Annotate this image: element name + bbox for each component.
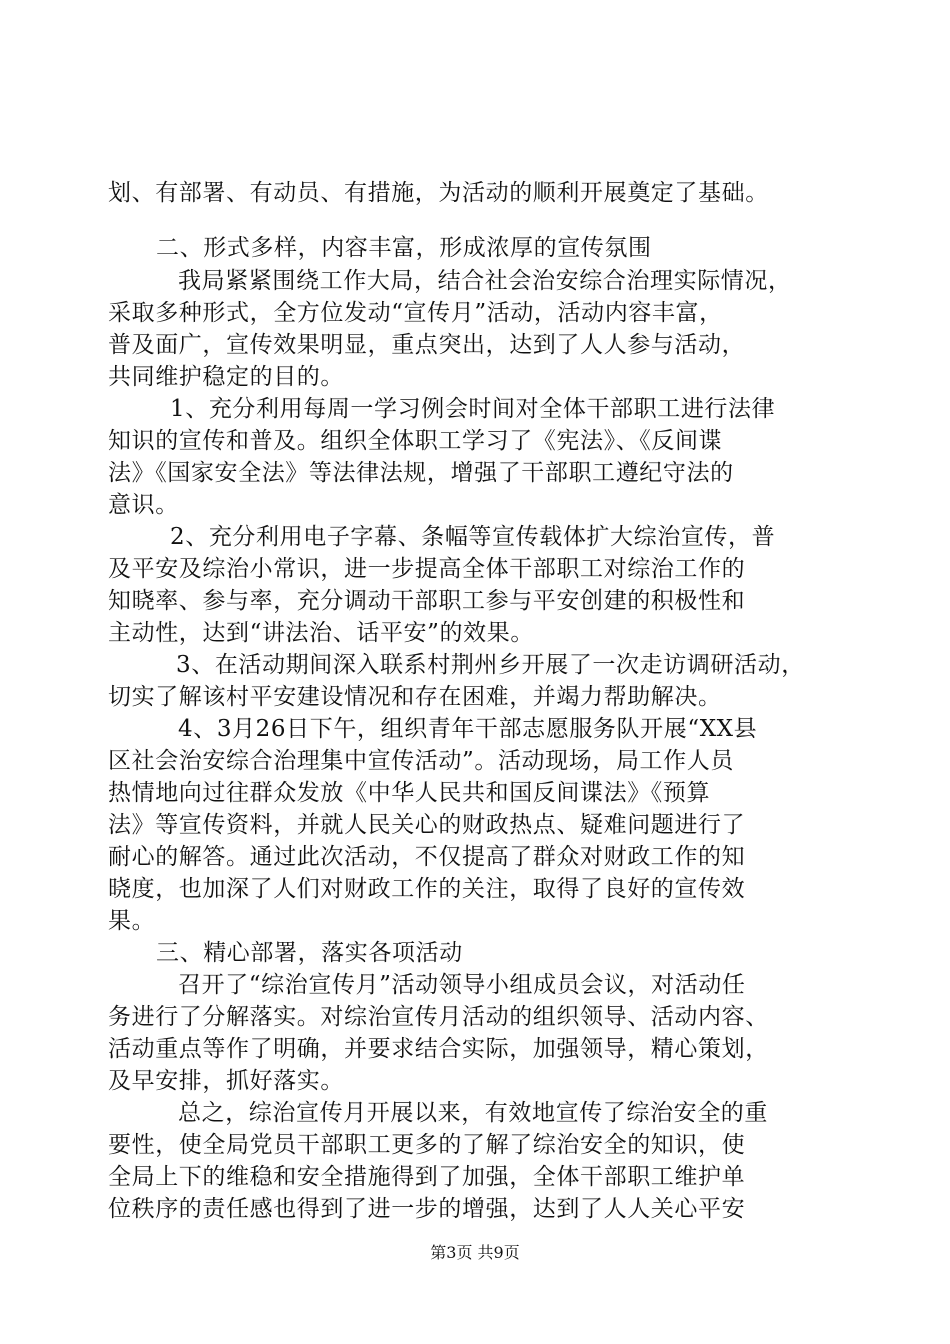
- text-line: 普及面广，宣传效果明显，重点突出，达到了人人参与活动，: [108, 332, 746, 358]
- text-line: 耐心的解答。通过此次活动，不仅提高了群众对财政工作的知: [108, 844, 746, 870]
- text-line: 1、充分利用每周一学习例会时间对全体干部职工进行法律: [170, 396, 776, 422]
- text-line: 3、在活动期间深入联系村荆州乡开展了一次走访调研活动，: [176, 652, 805, 678]
- text-line: 活动重点等作了明确，并要求结合实际，加强领导，精心策划，: [108, 1036, 769, 1062]
- text-line: 法》《国家安全法》等法律法规，增强了干部职工遵纪守法的: [108, 460, 734, 486]
- text-line: 我局紧紧围绕工作大局，结合社会治安综合治理实际情况，: [178, 268, 792, 294]
- text-line: 切实了解该村平安建设情况和存在困难，并竭力帮助解决。: [108, 684, 722, 710]
- text-line: 果。: [108, 908, 156, 934]
- text-line: 知晓率、参与率，充分调动干部职工参与平安创建的积极性和: [108, 588, 746, 614]
- text-line: 意识。: [108, 492, 179, 518]
- text-line: 区社会治安综合治理集中宣传活动”。活动现场，局工作人员: [108, 748, 734, 774]
- text-line: 热情地向过往群众发放《中华人民共和国反间谍法》《预算: [108, 780, 711, 806]
- text-line: 共同维护稳定的目的。: [108, 364, 344, 390]
- text-line: 及早安排，抓好落实。: [108, 1068, 344, 1094]
- text-line: 要性，使全局党员干部职工更多的了解了综治安全的知识，使: [108, 1132, 746, 1158]
- text-line: 位秩序的责任感也得到了进一步的增强，达到了人人关心平安: [108, 1196, 746, 1222]
- text-line: 2、充分利用电子字幕、条幅等宣传载体扩大综治宣传，普: [170, 524, 776, 550]
- section-heading: 三、精心部署，落实各项活动: [156, 940, 463, 966]
- text-line: 全局上下的维稳和安全措施得到了加强，全体干部职工维护单: [108, 1164, 746, 1190]
- text-line: 采取多种形式，全方位发动“宣传月”活动，活动内容丰富，: [108, 300, 723, 326]
- text-line: 4、3月26日下午，组织青年干部志愿服务队开展“XX县: [178, 716, 758, 742]
- text-line: 总之，综治宣传月开展以来，有效地宣传了综治安全的重: [178, 1100, 768, 1126]
- text-line: 务进行了分解落实。对综治宣传月活动的组织领导、活动内容、: [108, 1004, 769, 1030]
- page-footer: 第3页 共9页: [430, 1243, 520, 1262]
- text-line: 及平安及综治小常识，进一步提高全体干部职工对综治工作的: [108, 556, 746, 582]
- section-heading: 二、形式多样，内容丰富，形成浓厚的宣传氛围: [156, 235, 652, 261]
- text-line: 知识的宣传和普及。组织全体职工学习了《宪法》、《反间谍: [108, 428, 723, 454]
- text-line: 法》等宣传资料，并就人民关心的财政热点、疑难问题进行了: [108, 812, 746, 838]
- text-line: 主动性，达到“讲法治、话平安”的效果。: [108, 620, 534, 646]
- text-line: 召开了“综治宣传月”活动领导小组成员会议，对活动任: [178, 972, 746, 998]
- text-line: 晓度，也加深了人们对财政工作的关注，取得了良好的宣传效: [108, 876, 746, 902]
- text-line: 划、有部署、有动员、有措施，为活动的顺利开展奠定了基础。: [108, 180, 769, 206]
